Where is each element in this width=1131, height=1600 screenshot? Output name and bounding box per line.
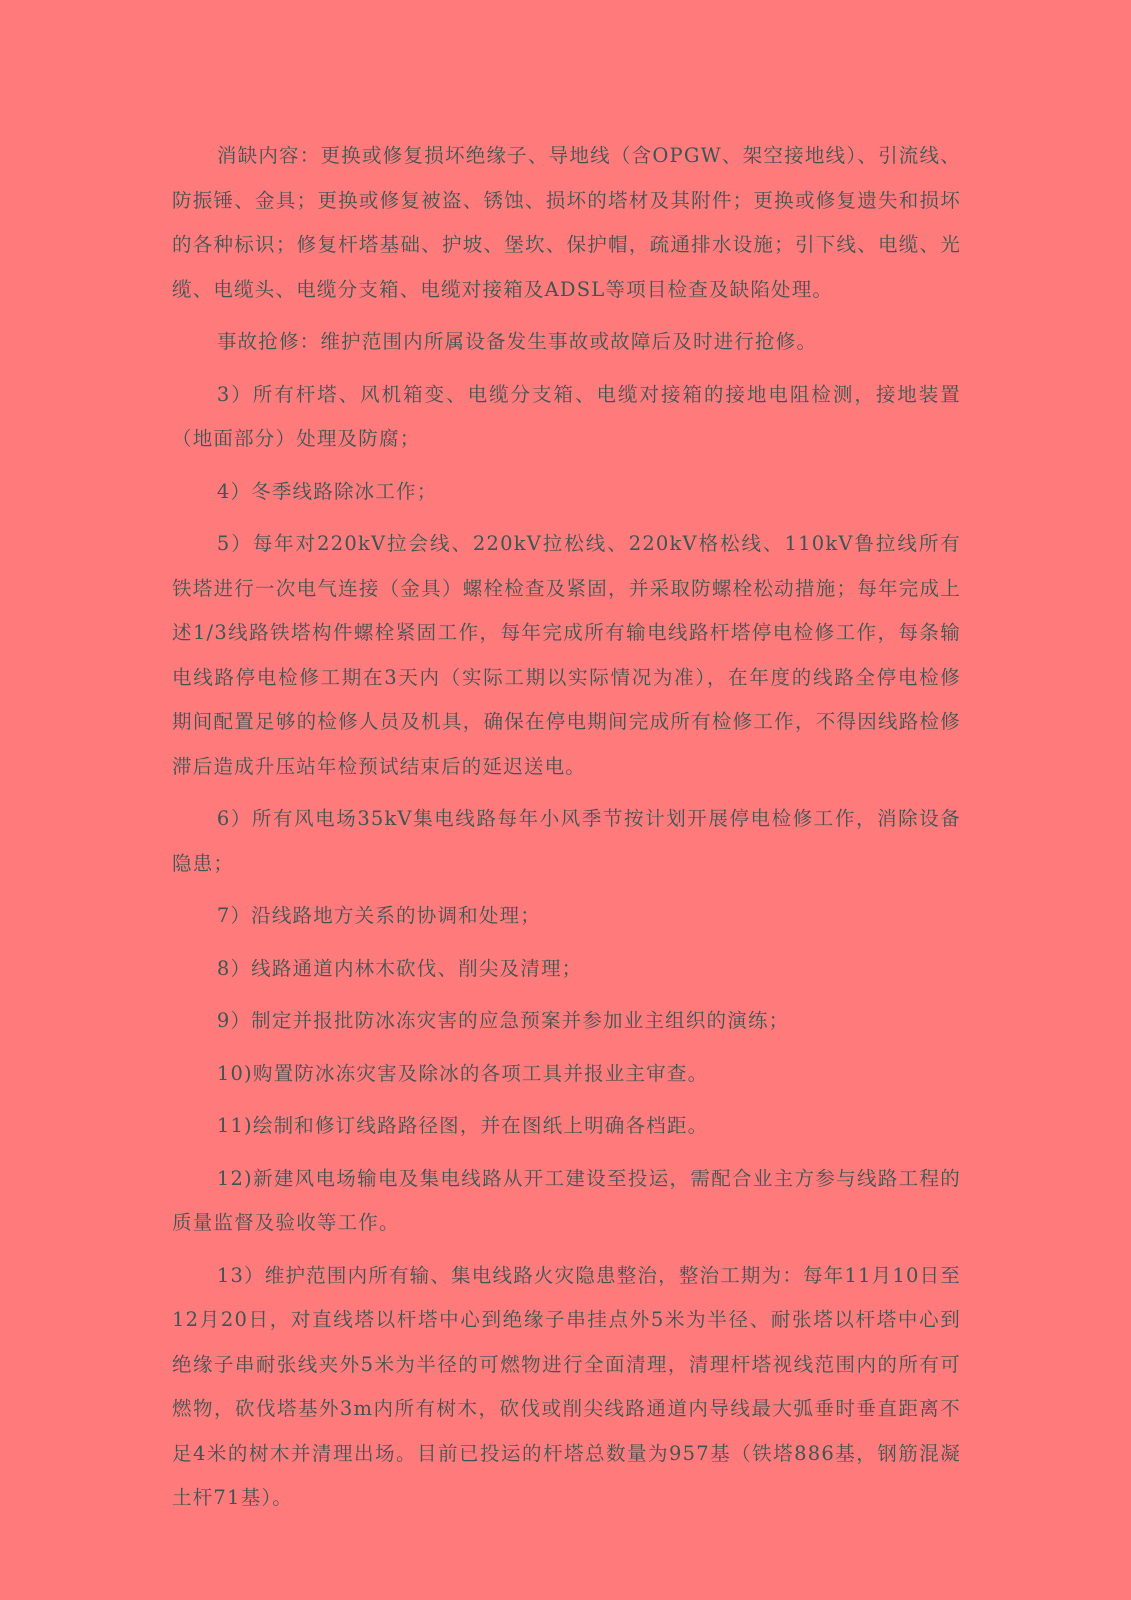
paragraph-item-3: 3）所有杆塔、风机箱变、电缆分支箱、电缆对接箱的接地电阻检测，接地装置（地面部分）处理及防腐； [172,382,961,450]
paragraph-item-8: 8）线路通道内林木砍伐、削尖及清理； [216,956,583,980]
paragraph-item-7: 7）沿线路地方关系的协调和处理； [216,904,541,927]
paragraph-item-5: 5）每年对220kV拉会线、220kV拉松线、220kV格松线、110kV鲁拉线所有铁塔进行一次电气连接（金具）螺栓检查及紧固，并采取防螺栓松动措施；每年完成上述1/3线路铁塔构件螺栓紧固工作，每年完成所有输电线路杆塔停电检修工作，每条输电线路停电检修工期在3天内（实际工期以实际情况为准），在年度的线路全停电检修期间配置足够的检修人员及机具，确保在停电期间完成所有检修工作，不得因线路检修滞后造成升压站年检预试结束后的延迟送电。 [172,532,961,778]
paragraph-item-10: 10)购置防冰冻灾害及除冰的各项工具并报业主审查。 [216,1061,709,1085]
paragraph-defect-elimination: 消缺内容：更换或修复损坏绝缘子、导地线（含OPGW、架空接地线）、引流线、防振锤、金具；更换或修复被盗、锈蚀、损坏的塔材及其附件；更换或修复遗失和损坏的各种标识；修复杆塔基础、护坡、堡坎、保护帽，疏通排水设施；引下线、电缆、光缆、电缆头、电缆分支箱、电缆对接箱及ADSL等项目检查及缺陷处理。 [172,144,961,301]
paragraph-item-6: 6）所有风电场35kV集电线路每年小风季节按计划开展停电检修工作，消除设备隐患； [172,807,961,875]
paragraph-item-4: 4）冬季线路除冰工作； [216,479,438,503]
paragraph-item-12: 12)新建风电场输电及集电线路从开工建设至投运，需配合业主方参与线路工程的质量监督及验收等工作。 [172,1166,961,1234]
paragraph-item-11: 11)绘制和修订线路路径图，并在图纸上明确各档距。 [216,1114,709,1137]
paragraph-item-9: 9）制定并报批防冰冻灾害的应急预案并参加业主组织的演练； [216,1009,790,1032]
paragraph-emergency-repair: 事故抢修：维护范围内所属设备发生事故或故障后及时进行抢修。 [216,330,818,353]
paragraph-item-13: 13）维护范围内所有输、集电线路火灾隐患整治，整治工期为：每年11月10日至12月20日，对直线塔以杆塔中心到绝缘子串挂点外5米为半径、耐张塔以杆塔中心到绝缘子串耐张线夹外5米为半径的可燃物进行全面清理，清理杆塔视线范围内的所有可燃物，砍伐塔基外3m内所有树木，砍伐或削尖线路通道内导线最大弧垂时垂直距离不足4米的树木并清理出场。目前已投运的杆塔总数量为957基（铁塔886基，钢筋混凝土杆71基）。 [172,1263,961,1509]
